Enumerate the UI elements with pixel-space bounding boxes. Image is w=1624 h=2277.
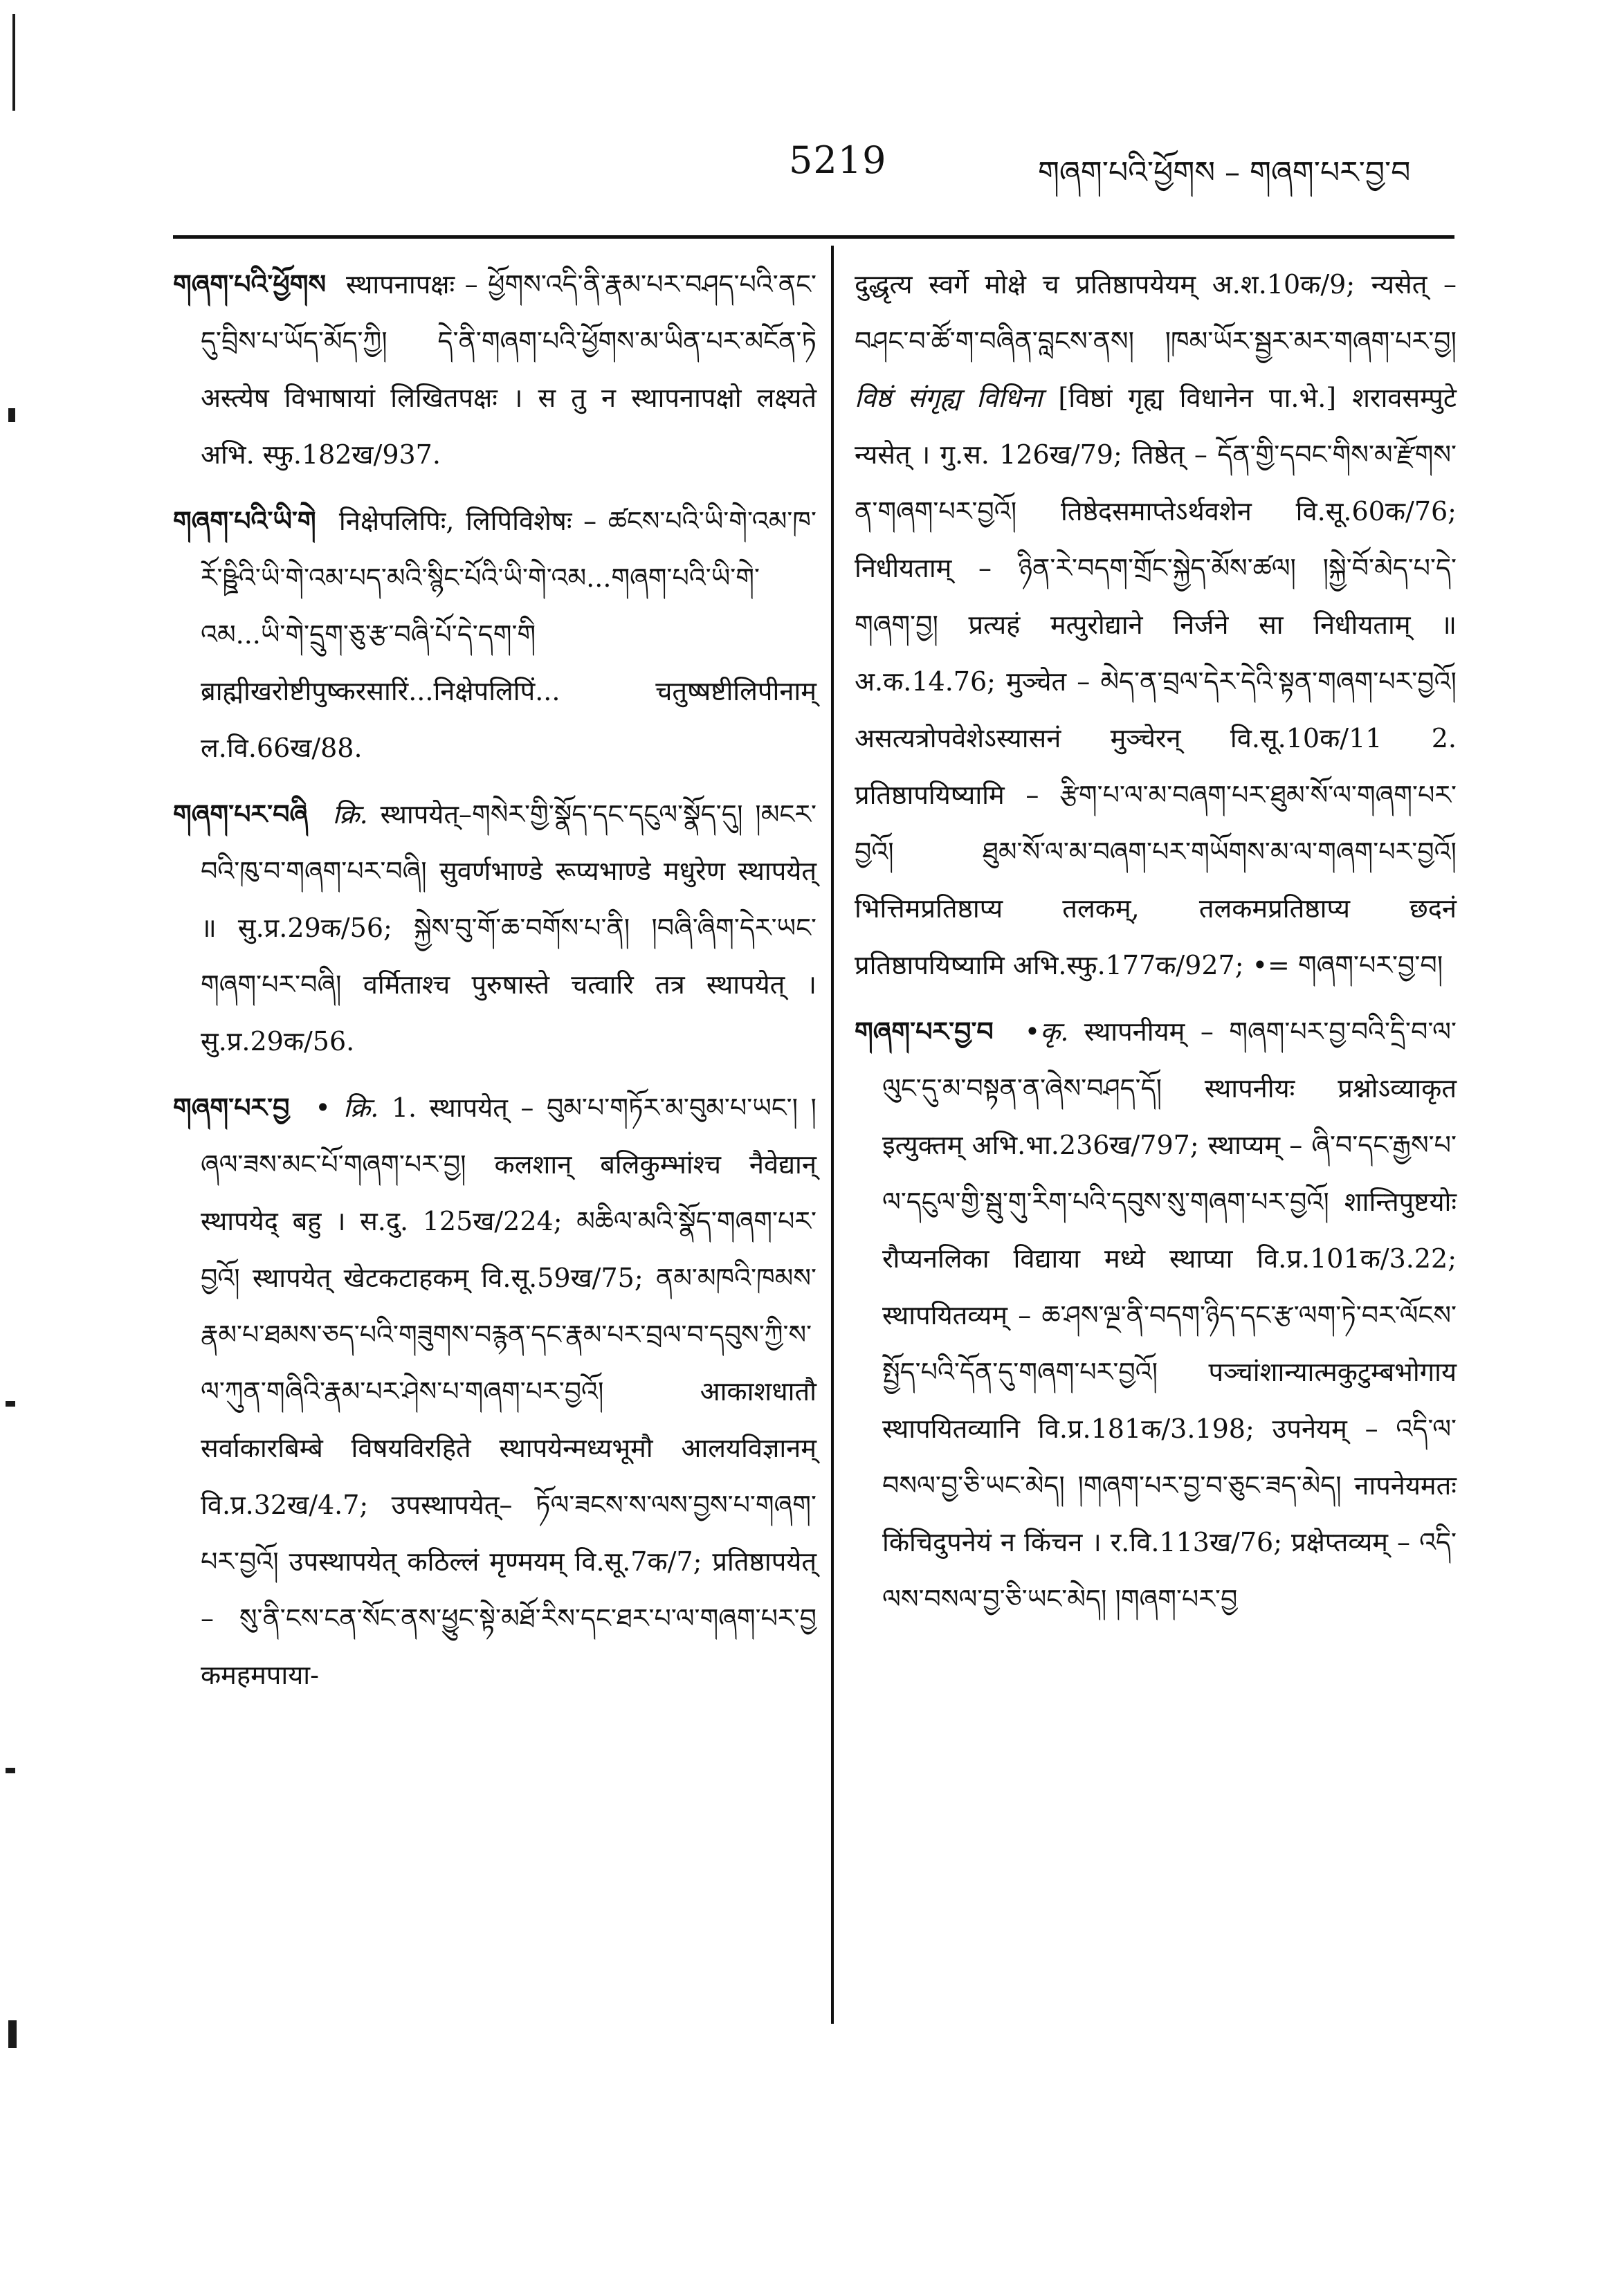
entry-headword: གཞག་པར་བྱ་བ bbox=[855, 1016, 994, 1047]
entry-continuation bbox=[855, 256, 1457, 994]
entry-headword: གཞག་པར་བཞི bbox=[173, 798, 309, 830]
scan-edge-mark bbox=[6, 1401, 15, 1407]
grammar-label: क्रि. bbox=[332, 799, 368, 830]
dictionary-entry bbox=[855, 1003, 1457, 1627]
entry-headword: གཞག་པའི་ཕྱོགས bbox=[173, 268, 327, 300]
entry-body: [विष्ठां गृह्य विधानेन पा.भे.] शरावसम्पुटे न्यसेत् । गु.स. 126ख/79; तिष्ठेत् – དོན་གྱི་དབང་གིས་མ་རྫོགས་ན་གཞག་པར་བྱའོ། तिष्ठेदसमाप्तेऽर्थवशेन वि.सू.60क/76; निधीयताम् – ཉིན་རེ་བདག་གྲོང་སྐྱེད་མོས་ཚལ། །སྐྱེ་བོ་མེད་པ་དེ་གཞག་བྱ། प्रत्यहं मत्पुरोद्याने निर्जने सा निधीयताम् ॥ अ.क.14.76; मुञ्चेत – མེད་ན་བྲལ་དེར་དེའི་སྟན་གཞག་པར་བྱའོ། असत्यत्रोपवेशेऽस्यासनं मुञ्चेरन् वि.सू.10क/11 2. प्रतिष्ठापयिष्यामि – རྩིག་པ་ལ་མ་བཞག་པར་ཐུམ་སོ་ལ་གཞག་པར་བྱའོ། ཐུམ་སོ་ལ་མ་བཞག་པར་གཡོགས་མ་ལ་གཞག་པར་བྱའོ། भित्तिमप्रतिष्ठाप्य तलकम्, तलकमप्रतिष्ठाप्य छदनं प्रतिष्ठापयिष्यामि अभि.स्फु.177क/927; •= གཞག་པར་བྱ་བ། bbox=[855, 383, 1457, 980]
dictionary-entry bbox=[173, 786, 816, 1070]
left-column bbox=[173, 256, 816, 1713]
scan-edge-mark bbox=[8, 408, 15, 422]
right-column bbox=[855, 256, 1457, 1637]
entry-body: 1. स्थापयेत् – བུམ་པ་གཏོར་མ་བུམ་པ་ཡང་། །ཞལ་ཟས་མང་པོ་གཞག་པར་བྱ། कलशान् बलिकुम्भांश्च नैवेद्यान् स्थापयेद् बहु । स.दु. 125ख/224; མཆིལ་མའི་སྣོད་གཞག་པར་བྱའོ། स्थापयेत् खेटकटाहकम् वि.सू.59ख/75; ནམ་མཁའི་ཁམས་རྣམ་པ་ཐམས་ཅད་པའི་གཟུགས་བརྙན་དང་རྣམ་པར་བྲལ་བ་དབུས་ཀྱི་ས་ལ་ཀུན་གཞིའི་རྣམ་པར་ཤེས་པ་གཞག་པར་བྱའོ། आकाशधातौ सर्वाकारबिम्बे विषयविरहिते स्थापयेन्मध्यभूमौ आलयविज्ञानम् वि.प्र.32ख/4.7; उपस्थापयेत्– ཏོལ་ཟངས་ས་ལས་བྱས་པ་གཞག་པར་བྱའོ། उपस्थापयेत् कठिल्लं मृण्मयम् वि.सू.7क/7; प्रतिष्ठापयेत् – སུ་ནི་ངས་ངན་སོང་ནས་ཕྱུང་སྟེ་མཐོ་རིས་དང་ཐར་པ་ལ་གཞག་པར་བྱ कमहमपाया- bbox=[201, 1092, 816, 1690]
scan-edge-mark bbox=[12, 14, 15, 111]
grammar-label: •कृ. bbox=[1024, 1016, 1069, 1047]
running-head: གཞག་པའི་ཕྱོགས – གཞག་པར་བྱ་བ bbox=[1038, 155, 1411, 190]
dictionary-entry bbox=[173, 493, 816, 776]
italic-quote: विष्ठं संगृह्य विधिना bbox=[855, 383, 1043, 413]
entry-body: स्थापनापक्षः – ཕྱོགས་འདི་ནི་རྣམ་པར་བཤད་པའི་ནང་དུ་བྲིས་པ་ཡོད་མོད་ཀྱི། དེ་ནི་གཞག་པའི་ཕྱོགས་མ་ཡིན་པར་མངོན་ཏེ अस्त्येष विभाषायां लिखितपक्षः । स तु न स्थापनापक्षो लक्ष्यते अभि. स्फु.182ख/937. bbox=[201, 269, 816, 470]
entry-body: निक्षेपलिपिः, लिपिविशेषः – ཚངས་པའི་ཡི་གེ་འམ་ཁ་རོ་ཥྛིའི་ཡི་གེ་འམ་པད་མའི་སྙིང་པོའི་ཡི་གེ་འམ...གཞག་པའི་ཡི་གེ་འམ...ཡི་གེ་དྲུག་ཅུ་རྩ་བཞི་པོ་དེ་དག་གི ब्राह्मीखरोष्टीपुष्करसारिं...निक्षेपलिपिं... चतुष्षष्टीलिपीनाम् ल.वि.66ख/88. bbox=[201, 506, 816, 763]
dictionary-entry bbox=[173, 1079, 816, 1703]
entry-body: स्थापनीयम् – གཞག་པར་བྱ་བའི་དྲི་བ་ལ་ལུང་དུ་མ་བསྟན་ན་ཞེས་བཤད་དོ། स्थापनीयः प्रश्नोऽव्याकृत इत्युक्तम् अभि.भा.236ख/797; स्थाप्यम् – ཞི་བ་དང་རྒྱས་པ་ལ་དངུལ་གྱི་སྦུ་གུ་རིག་པའི་དབུས་སུ་གཞག་པར་བྱའོ། शान्तिपुष्टयोः रौप्यनलिका विद्याया मध्ये स्थाप्या वि.प्र.101क/3.22; स्थापयितव्यम् – ཆ་ཤས་ལྔ་ནི་བདག་ཉིད་དང་རྩ་ལག་ཏེ་བར་ལོངས་སྤྱོད་པའི་དོན་དུ་གཞག་པར་བྱའོ། पञ्चांशान्यात्मकुटुम्बभोगाय स्थापयितव्यानि वि.प्र.181क/3.198; उपनेयम् – འདི་ལ་བསལ་བྱ་ཅི་ཡང་མེད། །གཞག་པར་བྱ་བ་ཅུང་ཟད་མེད། नापनेयमतः किंचिदुपनेयं न किंचन । र.वि.113ख/76; प्रक्षेप्तव्यम् – འདི་ལས་བསལ་བྱ་ཅི་ཡང་མེད། །གཞག་པར་བྱ bbox=[882, 1016, 1457, 1614]
entry-body: दुद्धृत्य स्वर्गे मोक्षे च प्रतिष्ठापयेयम् अ.श.10क/9; न्यसेत् – བཤང་བ་ཚོ་ག་བཞིན་བླངས་ནས། །ཁམ་ཡོར་སྦྱར་མར་གཞག་པར་བྱ། bbox=[855, 269, 1457, 356]
dictionary-entry bbox=[173, 256, 816, 483]
page-number: 5219 bbox=[789, 138, 887, 182]
column-divider bbox=[831, 246, 834, 2024]
grammar-label: • क्रि. bbox=[315, 1092, 379, 1123]
entry-body: स्थापयेत्–གསེར་གྱི་སྣོད་དང་དངུལ་སྣོད་དུ། །མངར་བའི་ཁུ་བ་གཞག་པར་བཞི། सुवर्णभाण्डे रूप्यभाण्डे मधुरेण स्थापयेत् ॥ सु.प्र.29क/56; སྐྱེས་བུ་གོ་ཆ་བགོས་པ་ནི། །བཞི་ཞིག་དེར་ཡང་གཞག་པར་བཞི། वर्मिताश्च पुरुषास्ते चत्वारि तत्र स्थापयेत् । सु.प्र.29क/56. bbox=[201, 799, 816, 1057]
header-rule bbox=[173, 235, 1454, 239]
scan-edge-mark bbox=[8, 2020, 17, 2048]
entry-headword: གཞག་པར་བྱ bbox=[173, 1092, 290, 1123]
entry-headword: གཞག་པའི་ཡི་གེ bbox=[173, 505, 316, 536]
scan-edge-mark bbox=[6, 1768, 15, 1773]
